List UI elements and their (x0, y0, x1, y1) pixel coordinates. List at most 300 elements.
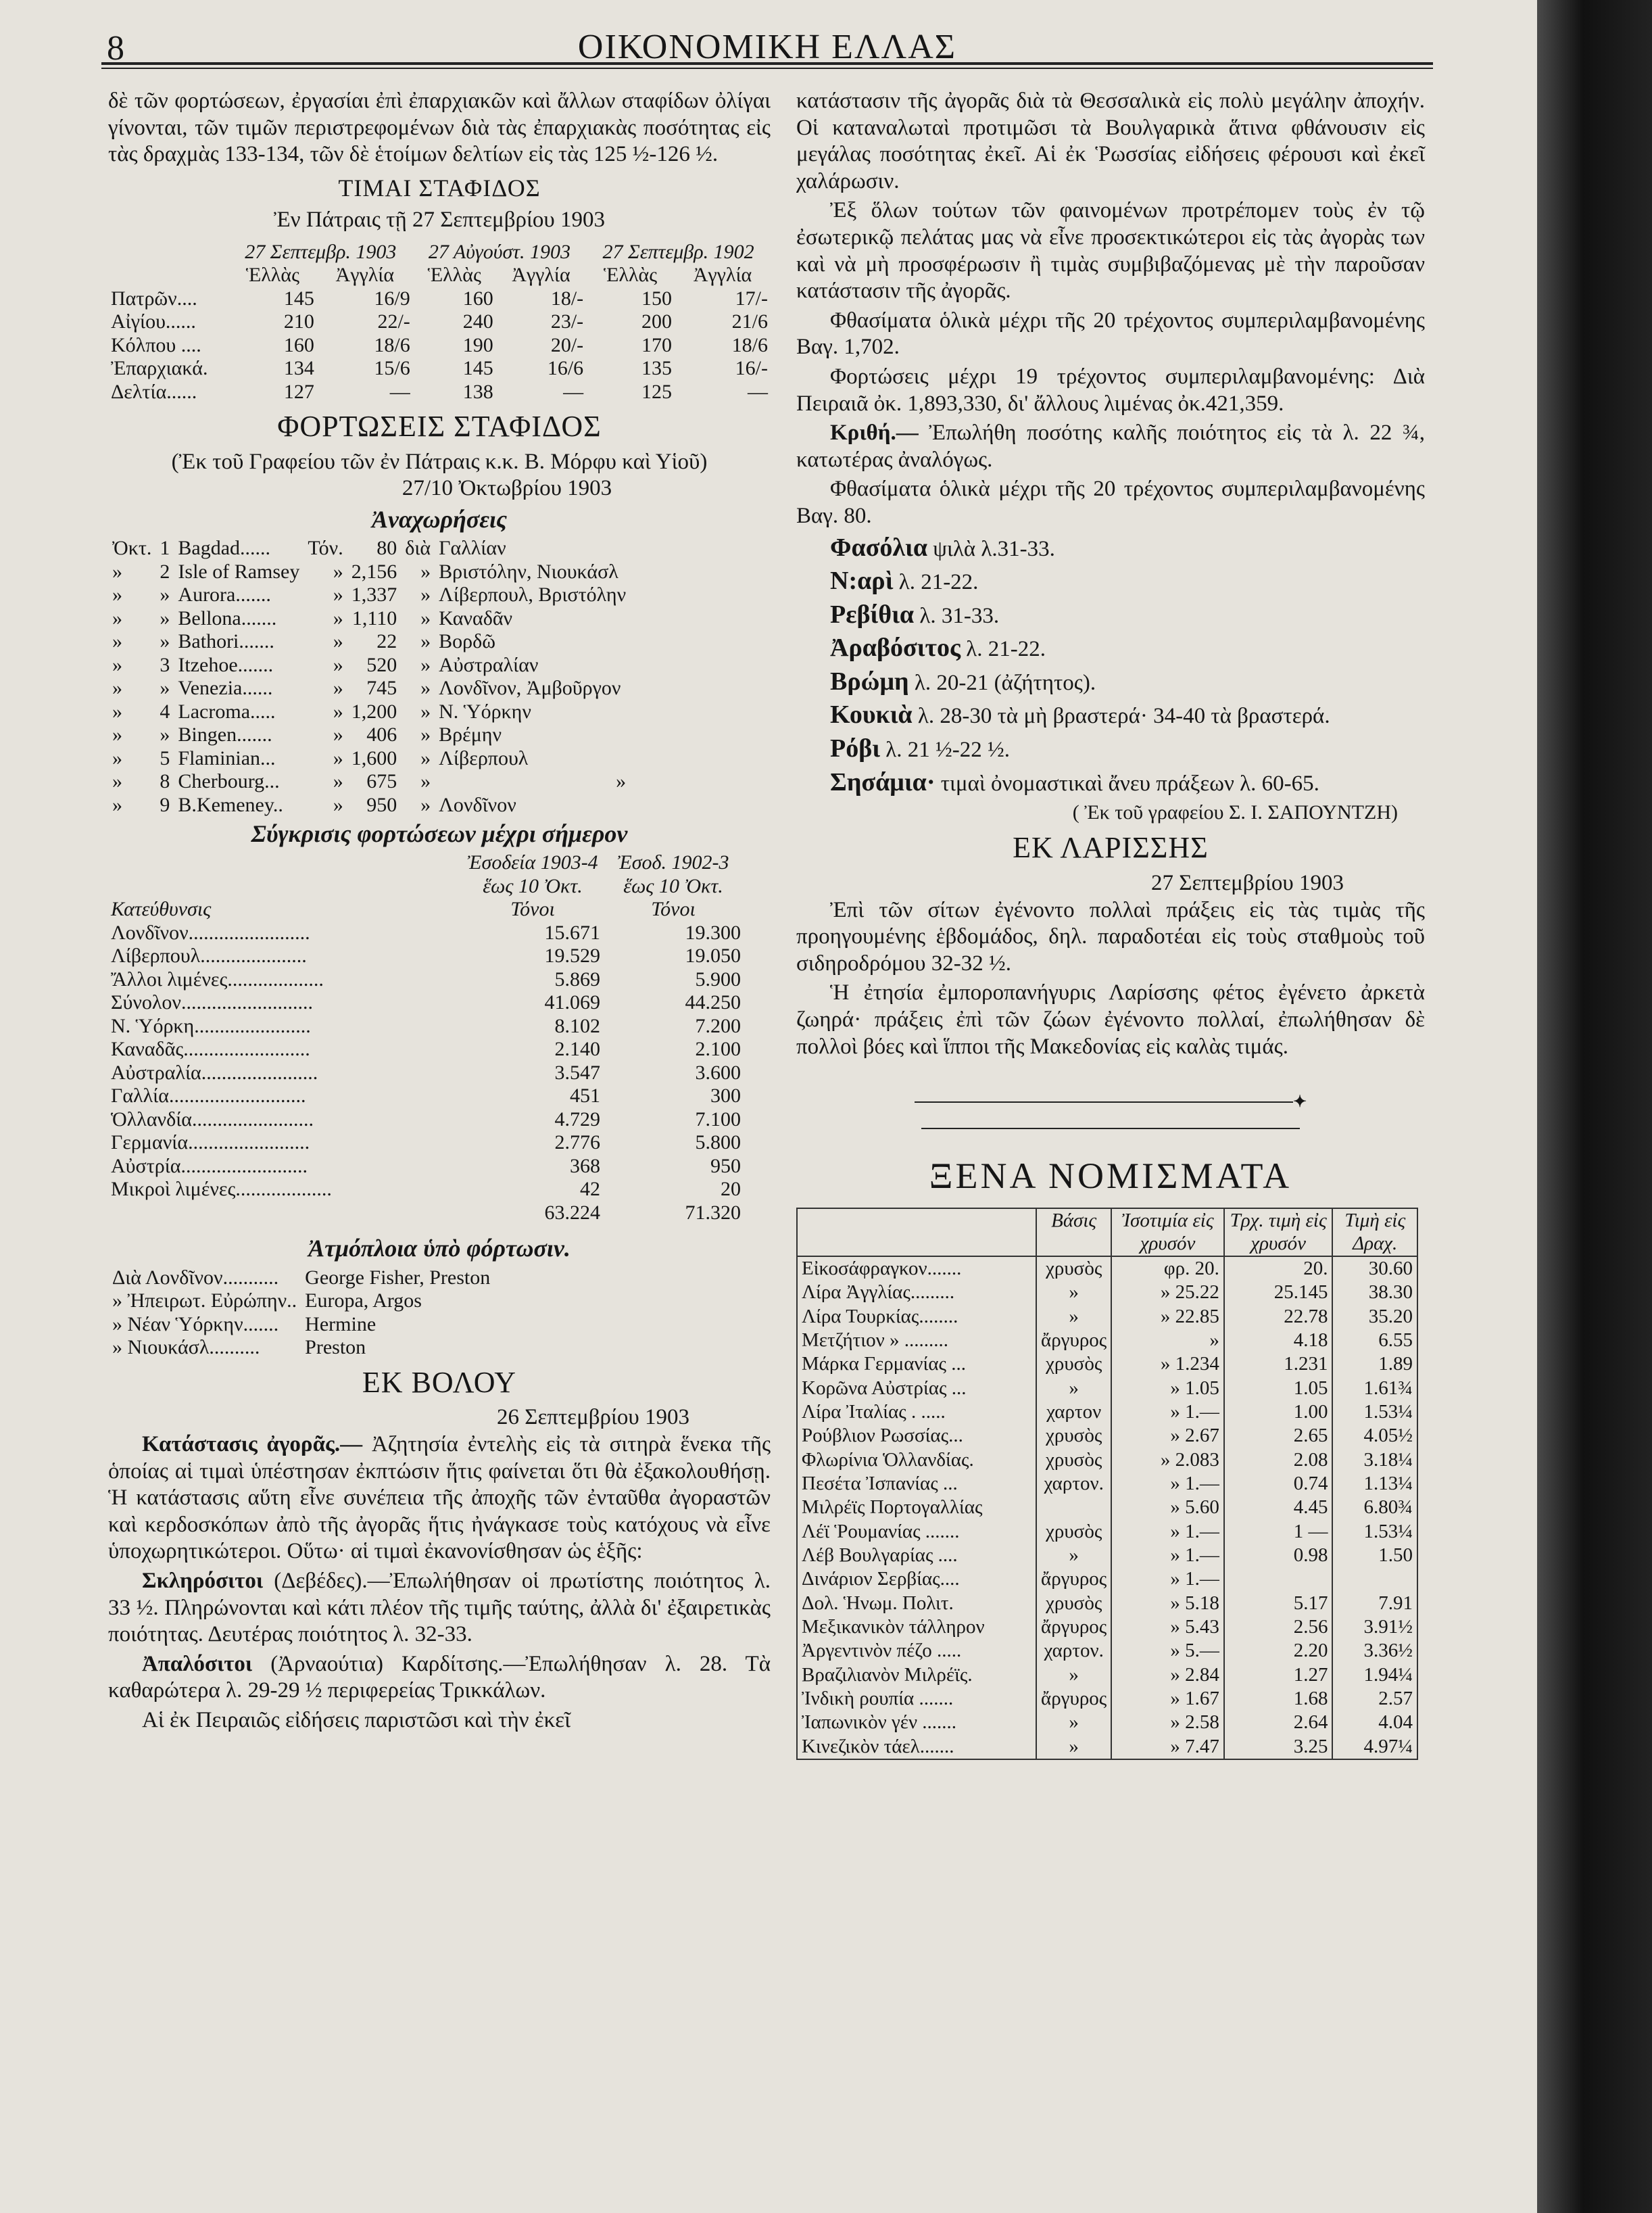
table-cell: Aurora....... (178, 584, 271, 606)
table-row (797, 1592, 1417, 1615)
section-divider: ✦ (796, 1087, 1425, 1141)
table-cell: 950 (710, 1154, 741, 1177)
table-row (108, 381, 771, 404)
table-cell: 16/6 (547, 357, 584, 380)
commodity-item (796, 700, 1425, 731)
table-cell: Λίρα Τουρκίας........ (802, 1305, 958, 1327)
table-cell: 7.200 (695, 1014, 741, 1037)
commodity-item (796, 533, 1425, 564)
table-row (108, 723, 630, 747)
table-cell: 406 (366, 723, 397, 746)
table-cell: » 22.85 (1111, 1305, 1224, 1329)
table-cell: » (420, 746, 431, 769)
volos-hard-text: (Δεβέδες).—Ἐπωλήθησαν οἱ πρωτίστης ποιότητος λ. 33 ½. Πληρώνονται καὶ κάτι πλέον τῆς τιμῆς ταύτης, ἀλλὰ δι' ἐξαιρετικὰς ποιότητας. Δευτέρας ποιότητος λ. 32-33. (108, 1568, 771, 1647)
table-cell: » 5.43 (1111, 1615, 1224, 1639)
table-cell: 21/6 (731, 310, 768, 333)
table-row (797, 1615, 1417, 1639)
table-cell: 2.100 (695, 1038, 741, 1061)
table-cell: » 5.— (1111, 1639, 1224, 1663)
table-cell: 368 (570, 1154, 600, 1177)
table-cell: Ἰαπωνικὸν γέν ....... (802, 1711, 957, 1734)
table-cell: » (616, 770, 627, 793)
table-cell: Γαλλίαν (439, 537, 506, 560)
table-cell: » (420, 653, 431, 676)
table-cell: » (1036, 1663, 1111, 1687)
table-row (797, 1281, 1417, 1304)
binding-spine (1537, 0, 1652, 2213)
header-rule (101, 62, 1433, 65)
commodity-label: Βρώμη (830, 667, 909, 696)
table-cell: 127 (283, 380, 314, 403)
table-cell: » (112, 606, 122, 629)
table-cell: 80 (376, 537, 397, 560)
table-cell: Καναδᾶν (439, 606, 513, 629)
table-cell: Βορδῶ (439, 630, 496, 653)
table-cell: χρυσὸς (1036, 1520, 1111, 1544)
table-cell: Ὀκτ. (112, 537, 152, 560)
table-cell: Ἄλλοι λιμένες................... (111, 968, 324, 991)
table-cell: » 1.05 (1111, 1377, 1224, 1400)
table-cell: Αὐστραλίαν (439, 653, 539, 676)
table-cell: χαρτον. (1036, 1639, 1111, 1663)
table-cell: » (112, 677, 122, 700)
volos-market-text: Ἀζητησία ἐντελὴς εἰς τὰ σιτηρὰ ἕνεκα τῆς ὁποίας αἱ τιμαὶ ὑπέστησαν ἐκπτώσιν ἥτις φαίνεται ὅτι θὰ ἐξακολουθήσῃ. Ἡ κατάστασις αὕτη εἶνε συνέπεια τῆς ἀποχῆς τῶν ἐνταῦθα ἀγοραστῶν καὶ κερδοσκόπων ἀπὸ τῆς ἀγορᾶς ἥτις ἠνάγκασε τοὺς κατόχους νὰ εἶνε ὑποχωρητικώτεροι. Οὕτω· αἱ τιμαὶ ἐκανονίσθησαν ὡς ἑξῆς: (108, 1432, 771, 1564)
table-cell: 675 (366, 770, 397, 793)
table-row (108, 287, 771, 311)
table-cell: Λονδῖνον (439, 793, 516, 816)
table-cell: 5.800 (695, 1131, 741, 1154)
table-row (797, 1400, 1417, 1424)
table-cell: Ν. Ὑόρκη....................... (111, 1014, 311, 1037)
left-column (108, 88, 771, 1737)
table-cell: 1 (160, 537, 170, 560)
table-cell: » (420, 630, 431, 653)
table-cell: 150 (641, 287, 672, 310)
table-cell: Λονδῖνον........................ (111, 921, 310, 944)
prices-date: 27 Σεπτεμβρ. 1902 (602, 240, 754, 263)
prices-date: 27 Σεπτεμβρ. 1903 (245, 240, 397, 263)
fx-head: Ἰσοτιμία εἰς χρυσόν (1111, 1208, 1224, 1256)
table-cell: » (160, 677, 170, 700)
running-title: ΟΙΚΟΝΟΜΙΚΗ ΕΛΛΑΣ (577, 28, 957, 66)
table-cell: Ἰνδικὴ ρουπία ....... (802, 1688, 954, 1710)
table-cell: — (748, 380, 768, 403)
table-cell: 15/6 (374, 357, 410, 380)
table-row (108, 677, 630, 700)
table-row (108, 1266, 494, 1290)
table-row (108, 1131, 744, 1155)
table-cell: » (112, 700, 122, 723)
table-cell: 38.30 (1332, 1281, 1417, 1304)
table-row (797, 1496, 1417, 1519)
table-row (797, 1305, 1417, 1329)
table-cell: 22.78 (1224, 1305, 1333, 1329)
table-row (108, 584, 630, 607)
table-cell: Λίρα Ἀγγλίας......... (802, 1281, 955, 1304)
table-cell: » (420, 560, 431, 583)
table-cell: 145 (283, 287, 314, 310)
larissa-title: ΕΚ ΛΑΡΙΣΣΗΣ (1013, 831, 1209, 865)
table-cell: » 2.67 (1111, 1424, 1224, 1448)
table-cell: 138 (462, 380, 493, 403)
table-row (108, 700, 630, 724)
table-cell: » (333, 677, 343, 700)
table-cell: » (333, 584, 343, 606)
compare-head: Ἐσοδ. 1902-3 ἕως 10 Ὀκτ. Τόνοι (617, 851, 729, 921)
page-header (101, 15, 1433, 68)
table-row (108, 1015, 744, 1039)
table-cell: 18/6 (731, 333, 768, 356)
table-cell: Bellona....... (178, 606, 277, 629)
table-cell: 145 (462, 357, 493, 380)
table-cell: ἄργυρος (1036, 1687, 1111, 1711)
loads-source: (Ἐκ τοῦ Γραφείου τῶν ἐν Πάτραις κ.κ. Β. Μόρφυ καὶ Υἱοῦ) (171, 449, 708, 474)
table-cell: » (112, 653, 122, 676)
table-row (797, 1639, 1417, 1663)
table-cell: Bingen....... (178, 723, 272, 746)
table-cell: Βραζιλιανὸν Μιλρέϊς. (802, 1663, 973, 1686)
table-cell: » (333, 793, 343, 816)
commodity-label: Ρόβι (830, 734, 881, 763)
table-cell: » 7.47 (1111, 1735, 1224, 1759)
table-cell: 2.776 (554, 1131, 600, 1154)
table-cell: Λίβερπουλ (439, 746, 529, 769)
table-cell: » 2.58 (1111, 1711, 1224, 1734)
table-cell: 16/9 (374, 287, 410, 310)
table-cell: Κορῶνα Αὐστρίας ... (802, 1377, 967, 1399)
table-cell: » (420, 584, 431, 606)
table-cell: χαρτον. (1036, 1472, 1111, 1496)
table-row (108, 1038, 744, 1062)
volos-soft-label: Ἀπαλόσιτοι (142, 1651, 253, 1676)
larissa-p1: Ἐπὶ τῶν σίτων ἐγένοντο πολλαὶ πράξεις εἰς τὰς τιμὰς τῆς προηγουμένης ἑβδομάδος, δηλ. παραδοτέαι εἰς τοὺς σταθμοὺς τοῦ σιδηροδρόμου 32-32 ½. (796, 897, 1425, 976)
table-cell: 63.224 (544, 1201, 600, 1224)
prices-place: Ἐν Πάτραις τῇ 27 Σεπτεμβρίου 1903 (274, 207, 605, 232)
volos-soft-text: (Ἀρναούτια) Καρδίτσης.—Ἐπωλήθησαν λ. 28. Τὰ καθαρώτερα λ. 29-29 ½ περιφερείας Τρικκάλων. (108, 1651, 771, 1703)
table-cell: 125 (641, 380, 672, 403)
table-cell: B.Kemeney.. (178, 793, 283, 816)
table-row (108, 1108, 744, 1132)
table-row (797, 1472, 1417, 1496)
table-cell: » (333, 606, 343, 629)
table-cell: » (112, 746, 122, 769)
table-cell: Μάρκα Γερμανίας ... (802, 1353, 967, 1375)
table-cell: » (112, 584, 122, 606)
table-cell: » (112, 630, 122, 653)
table-cell: Πατρῶν.... (111, 287, 197, 310)
source-note: ( Ἐκ τοῦ γραφείου Σ. Ι. ΣΑΠΟΥΝΤΖΗ) (1072, 801, 1398, 824)
loads-title: ΦΟΡΤΩΣΕΙΣ ΣΤΑΦΙΔΟΣ (277, 410, 602, 444)
table-cell: 2.64 (1224, 1711, 1333, 1734)
table-row (108, 1062, 744, 1085)
right-p2: Ἐξ ὅλων τούτων τῶν φαινομένων προτρέπομεν τοὺς ἐν τῷ ἐσωτερικῷ πελάτας μας νὰ εἶνε προσεκτικώτεροι εἰς τὰς ἀγορὰς των καὶ νὰ μὴ προσφέρωσιν ἢ τιμὰς συμβιβαζόμενας μὲ τὴν παροῦσαν κατάστασιν τῆς ἀγορᾶς. (796, 198, 1425, 304)
right-p4: Φορτώσεις μέχρι 19 τρέχοντος συμπεριλαμβανομένης: Διὰ Πειραιᾶ ὀκ. 1,893,330, δι' ἄλλους λιμένας ὀκ.421,359. (796, 364, 1425, 416)
table-cell: Ἐπαρχιακά. (111, 357, 208, 380)
table-cell: Ρούβλιον Ρωσσίας... (802, 1425, 963, 1447)
table-cell: 19.529 (544, 945, 600, 968)
right-p1: κατάστασιν τῆς ἀγορᾶς διὰ τὰ Θεσσαλικὰ εἰς πολὺ μεγάλην ἀποχήν. Οἱ καταναλωταὶ προτιμῶσι τὰ Βουλγαρικὰ ἅτινα φθάνουσιν εἰς μεγάλας ποσότητας ἐκεῖ. Αἱ ἐκ Ῥωσσίας εἰδήσεις φέρουσι καὶ ἐκεῖ χαλάρωσιν. (796, 89, 1425, 193)
table-cell: 950 (366, 793, 397, 816)
table-cell: Λέϊ Ῥουμανίας ....... (802, 1520, 960, 1542)
table-cell: 18/6 (374, 333, 410, 356)
table-cell: Ὁλλανδία........................ (111, 1108, 314, 1131)
table-row (108, 1201, 744, 1225)
table-cell: 41.069 (544, 991, 600, 1014)
table-cell: » 1.— (1111, 1400, 1224, 1424)
table-row (108, 310, 771, 334)
table-row (797, 1377, 1417, 1400)
commodity-item (796, 600, 1425, 631)
table-cell: 8 (160, 770, 170, 793)
table-cell: Λίβερπουλ, Βριστόλην (439, 584, 627, 606)
compare-body (108, 922, 744, 1225)
larissa-p2: Ἡ ἐτησία ἐμποροπανήγυρις Λαρίσσης φέτος ἐγένετο ἀρκετὰ ζωηρά· πράξεις ἐπὶ τῶν ζώων ἐγένοντο πολλαί, ἐπωλήθησαν δὲ πολλοὶ βόες καὶ ἵπποι τῆς Μακεδονίας εἰς καλὰς τιμάς. (796, 980, 1425, 1059)
table-cell: 3.91½ (1332, 1615, 1417, 1639)
table-cell: 134 (283, 357, 314, 380)
right-column (796, 88, 1425, 1760)
prices-dates-row (108, 241, 771, 264)
table-cell: Bathori....... (178, 630, 274, 653)
table-row (108, 537, 630, 561)
table-cell: χρυσὸς (1036, 1352, 1111, 1376)
table-cell: » (1036, 1544, 1111, 1567)
table-cell: 1.50 (1332, 1544, 1417, 1567)
table-cell: 4 (160, 700, 170, 723)
table-cell: Κόλπου .... (111, 333, 201, 356)
table-cell: 3.25 (1224, 1735, 1333, 1759)
table-row (797, 1448, 1417, 1472)
table-cell: » (1036, 1377, 1111, 1400)
table-cell: Κινεζικὸν τάελ....... (802, 1735, 954, 1757)
steamers-title: Ἀτμόπλοια ὑπὸ φόρτωσιν. (308, 1235, 570, 1262)
page-number: 8 (107, 29, 124, 68)
table-cell: 2.08 (1224, 1448, 1333, 1472)
table-cell: George Fisher, Preston (305, 1266, 491, 1289)
table-cell: » (160, 606, 170, 629)
table-cell: 1.53¼ (1332, 1520, 1417, 1544)
table-cell: ἄργυρος (1036, 1567, 1111, 1591)
commodity-label: Ν:αρὶ (830, 567, 894, 596)
right-p3: Φθασίματα ὁλικὰ μέχρι τῆς 20 τρέχοντος συμπεριλαμβανομένης Βαγ. 1,702. (796, 308, 1425, 360)
table-cell: Φλωρίνια Ὁλλανδίας. (802, 1448, 974, 1471)
table-cell: Μικροὶ λιμένες................... (111, 1178, 332, 1201)
header-rule-thin (101, 68, 1433, 69)
table-cell: 1,110 (351, 606, 397, 629)
table-cell: » (1036, 1711, 1111, 1734)
table-cell: 451 (570, 1085, 600, 1108)
table-cell: 8.102 (554, 1014, 600, 1037)
commodity-item (796, 734, 1425, 765)
table-cell: 0.74 (1224, 1472, 1333, 1496)
table-cell: Λέβ Βουλγαρίας .... (802, 1544, 958, 1566)
table-cell: Europa, Argos (305, 1289, 422, 1312)
table-row (797, 1544, 1417, 1567)
table-cell: 20/- (550, 333, 584, 356)
prices-body (108, 287, 771, 404)
commodity-label: Φασόλια (830, 533, 928, 562)
table-cell: » (160, 723, 170, 746)
table-cell: φρ. 20. (1111, 1256, 1224, 1281)
table-cell: Αὐστραλία....................... (111, 1061, 318, 1084)
table-cell: Σύνολον.......................... (111, 991, 313, 1014)
table-cell: Αὐστρία......................... (111, 1154, 308, 1177)
fx-head (797, 1208, 1036, 1256)
table-cell: » (160, 630, 170, 653)
steamers-body (108, 1266, 494, 1360)
table-cell: ἄργυρος (1036, 1329, 1111, 1352)
table-row (797, 1663, 1417, 1687)
table-cell: 22/- (377, 310, 410, 333)
table-cell: 1.13¼ (1332, 1472, 1417, 1496)
table-cell: 7.100 (695, 1108, 741, 1131)
compare-head-row (108, 851, 744, 922)
table-cell: χρυσὸς (1036, 1592, 1111, 1615)
table-row (797, 1711, 1417, 1734)
intro-paragraph: δὲ τῶν φορτώσεων, ἐργασίαι ἐπὶ ἐπαρχιακῶν καὶ ἄλλων σταφίδων ὀλίγαι γίνονται, τῶν τιμῶν περιστρεφομένων διὰ τὰς ἐπαρχιακὰς ποσότητας εἰς τὰς δραχμὰς 133-134, τῶν δὲ ἑτοίμων δελτίων εἰς τὰς 125 ½-126 ½. (108, 89, 771, 167)
table-cell: 520 (366, 653, 397, 676)
volos-date: 26 Σεπτεμβρίου 1903 (496, 1405, 689, 1430)
commodity-text: ψιλὰ λ.31-33. (933, 536, 1055, 561)
table-cell: 23/- (550, 310, 584, 333)
barley-label: Κριθή.— (830, 421, 919, 446)
table-cell: » (333, 653, 343, 676)
table-cell: Itzehoe....... (178, 653, 274, 676)
table-cell: » (1111, 1329, 1224, 1352)
table-row (108, 945, 744, 968)
table-cell: Τόν. (308, 537, 343, 560)
table-row (108, 1085, 744, 1108)
right-p5: Φθασίματα ὁλικὰ μέχρι τῆς 20 τρέχοντος συμπεριλαμβανομένης Βαγ. 80. (796, 477, 1425, 528)
table-cell: » Νέαν Ὑόρκην....... (112, 1312, 279, 1335)
commodity-text: λ. 20-21 (ἀζήτητος). (914, 670, 1096, 695)
table-cell: 1 — (1224, 1520, 1333, 1544)
table-cell: Λίβερπουλ..................... (111, 945, 307, 968)
table-cell: 170 (641, 333, 672, 356)
table-cell: » 2.083 (1111, 1448, 1224, 1472)
larissa-date: 27 Σεπτεμβρίου 1903 (1150, 871, 1344, 896)
steamers-table (108, 1266, 494, 1360)
fx-title: ΞΕΝΑ ΝΟΜΙΣΜΑΤΑ (929, 1156, 1292, 1197)
table-cell: » 5.60 (1111, 1496, 1224, 1519)
departures-title: Ἀναχωρήσεις (371, 506, 508, 533)
fx-head: Βάσις (1036, 1208, 1111, 1256)
commodity-item (796, 566, 1425, 597)
table-cell (1224, 1567, 1333, 1591)
table-cell: 210 (283, 310, 314, 333)
fx-header-row (797, 1208, 1417, 1256)
table-cell: » 1.67 (1111, 1687, 1224, 1711)
prices-col: Ἑλλὰς (427, 264, 481, 287)
departures-table (108, 537, 630, 817)
departures-body (108, 537, 630, 817)
table-cell: Πεσέτα Ἰσπανίας ... (802, 1472, 958, 1494)
table-cell: 3.600 (695, 1061, 741, 1084)
table-cell: 35.20 (1332, 1305, 1417, 1329)
table-cell: » (333, 770, 343, 793)
table-cell: 5 (160, 746, 170, 769)
prices-col: Ἀγγλία (335, 264, 395, 287)
table-cell: » (1036, 1305, 1111, 1329)
barley-text: Ἐπωλήθη ποσότης καλῆς ποιότητος εἰς τὰ λ. 22 ¾, κατωτέρας ἀναλόγως. (796, 421, 1425, 472)
table-cell: Βριστόλην, Νιουκάσλ (439, 560, 618, 583)
table-cell: » (420, 606, 431, 629)
table-cell: 2.65 (1224, 1424, 1333, 1448)
table-cell: » (420, 770, 431, 793)
table-cell: » (160, 584, 170, 606)
table-cell: 2.140 (554, 1038, 600, 1061)
table-cell: 1.05 (1224, 1377, 1333, 1400)
compare-head: Ἐσοδεία 1903-4 ἕως 10 Ὀκτ. Τόνοι (467, 851, 598, 921)
table-cell: 2.56 (1224, 1615, 1333, 1639)
table-cell: Ν. Ὑόρκην (439, 700, 531, 723)
table-cell (108, 1201, 462, 1225)
table-row (108, 607, 630, 631)
table-cell: Flaminian... (178, 746, 276, 769)
table-row (108, 747, 630, 771)
table-cell: 2,156 (351, 560, 397, 583)
prices-col: Ἑλλὰς (245, 264, 299, 287)
table-cell: Ἀργεντινὸν πέζο ..... (802, 1640, 962, 1662)
table-cell: 1,600 (351, 746, 397, 769)
table-cell: 17/- (735, 287, 768, 310)
prices-title: ΤΙΜΑΙ ΣΤΑΦΙΔΟΣ (338, 174, 541, 201)
table-cell (1332, 1567, 1417, 1591)
table-cell: » (333, 746, 343, 769)
table-row (797, 1687, 1417, 1711)
table-cell: 4.45 (1224, 1496, 1333, 1519)
table-cell: Διὰ Λονδῖνον........... (112, 1266, 279, 1289)
table-cell: Γαλλία........................... (111, 1085, 306, 1108)
table-row (797, 1735, 1417, 1759)
table-cell: — (563, 380, 584, 403)
volos-piraeus: Αἱ ἐκ Πειραιῶς εἰδήσεις παριστῶσι καὶ τὴν ἐκεῖ (142, 1707, 570, 1732)
table-cell: 200 (641, 310, 672, 333)
table-cell: » Νιουκάσλ.......... (112, 1336, 260, 1359)
table-cell: 2.57 (1332, 1687, 1417, 1711)
compare-head: Κατεύθυνσις (111, 898, 212, 921)
table-cell: χρυσὸς (1036, 1424, 1111, 1448)
table-cell: Μιλρέϊς Πορτογαλλίας (802, 1496, 983, 1519)
table-cell: » (112, 770, 122, 793)
table-row (108, 794, 630, 817)
table-cell: 30.60 (1332, 1256, 1417, 1281)
table-cell: Venezia...... (178, 677, 273, 700)
commodity-text: τιμαὶ ὀνομαστικαὶ ἄνευ πράξεων λ. 60-65. (940, 771, 1319, 796)
commodity-text: λ. 21 ½-22 ½. (885, 738, 1011, 763)
table-cell: 135 (641, 357, 672, 380)
table-cell: 1.68 (1224, 1687, 1333, 1711)
volos-title: ΕΚ ΒΟΛΟΥ (362, 1365, 517, 1399)
table-cell: 300 (710, 1085, 741, 1108)
table-row (108, 561, 630, 584)
table-cell: » (333, 700, 343, 723)
table-cell: 9 (160, 793, 170, 816)
table-cell: » 2.84 (1111, 1663, 1224, 1687)
table-row (108, 630, 630, 654)
table-row (108, 968, 744, 992)
commodity-item (796, 667, 1425, 698)
table-row (797, 1520, 1417, 1544)
commodity-text: λ. 28-30 τὰ μὴ βραστερά· 34-40 τὰ βραστερά. (917, 704, 1330, 729)
fx-body (797, 1256, 1417, 1759)
table-cell: 1,337 (351, 584, 397, 606)
fx-head: Τρχ. τιμὴ εἰς χρυσόν (1224, 1208, 1333, 1256)
table-cell: 18/- (550, 287, 584, 310)
table-cell: 160 (462, 287, 493, 310)
commodity-text: λ. 31-33. (919, 603, 1000, 628)
table-cell: 1.61¾ (1332, 1377, 1417, 1400)
table-cell: 1.94¼ (1332, 1663, 1417, 1687)
